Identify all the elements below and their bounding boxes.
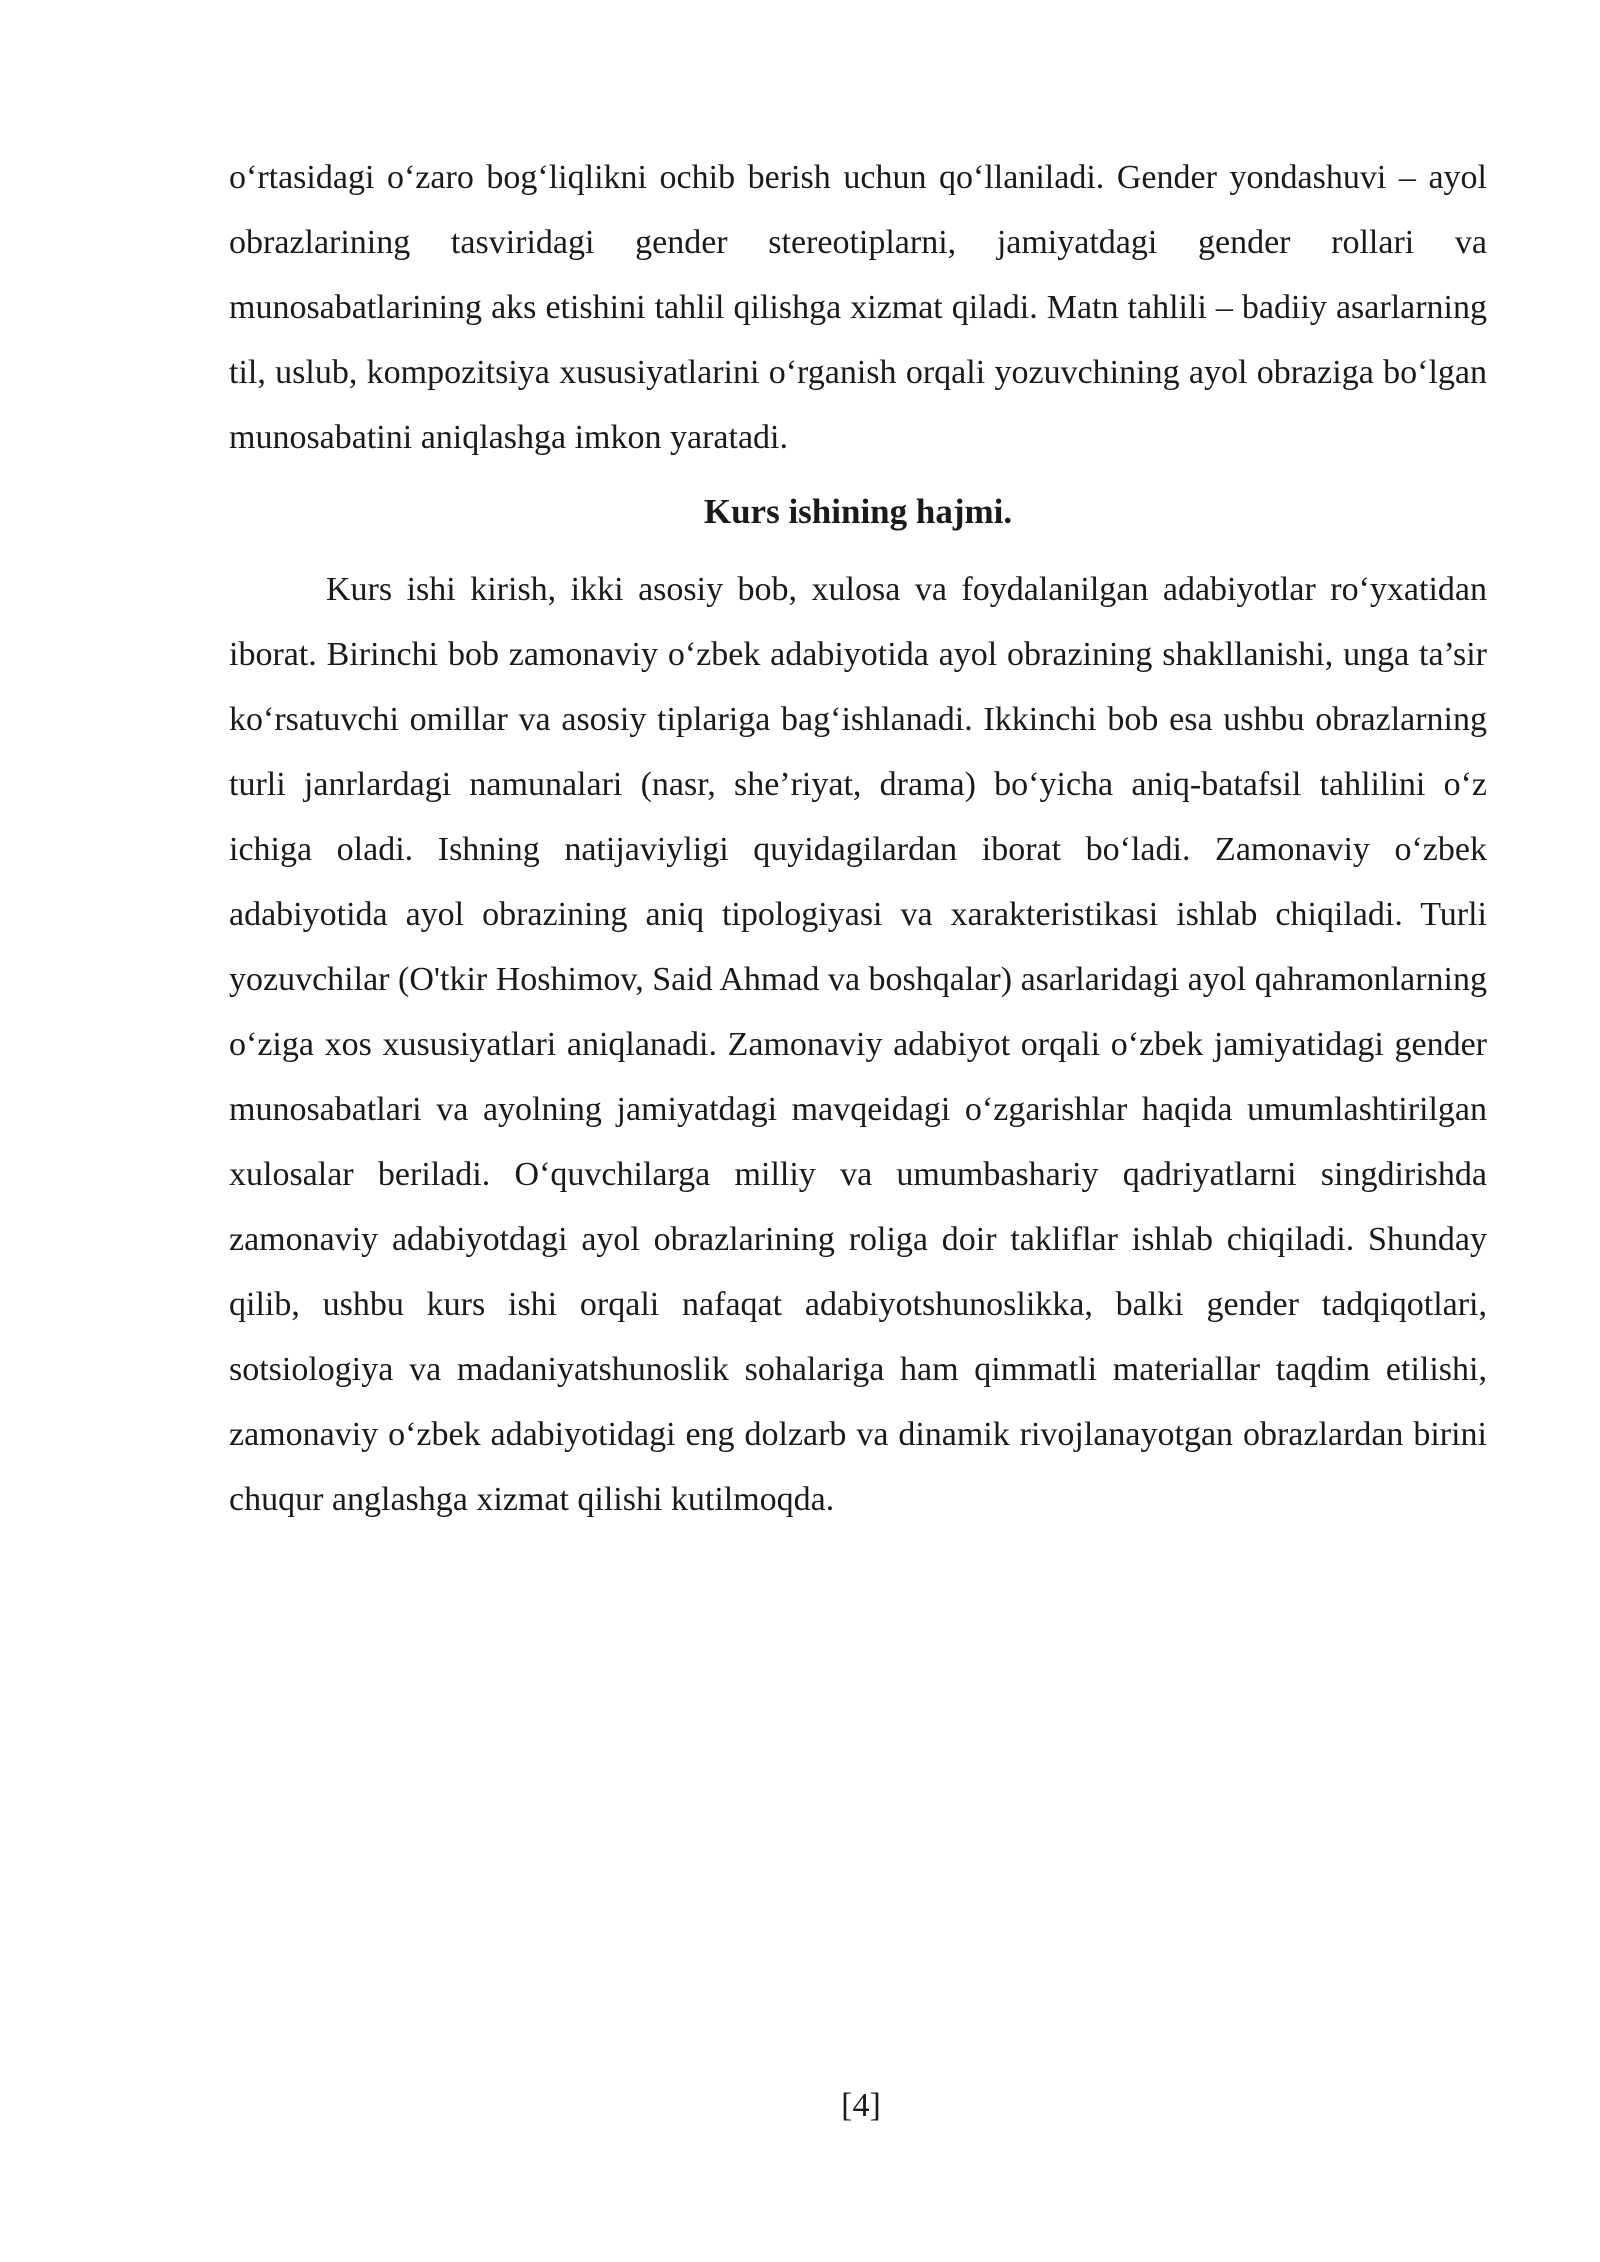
paragraph-methods: o‘rtasidagi o‘zaro bog‘liqlikni ochib berish uchun qo‘llaniladi. Gender yondashuvi – ayol obrazlarining tasviridagi gender stereotiplarni, jamiyatdagi gender rollari va munosabatlarining aks etishini tahlil qilishga xizmat qiladi. Matn tahlili – badiiy asarlarning til, uslub, kompozitsiya xususiyatlarini o‘rganish orqali yozuvchining ayol obraziga bo‘lgan munosabatini aniqlashga imkon yaratadi. xyxy=(229,159,1487,456)
body-text xyxy=(229,145,1487,1532)
section-heading: Kurs ishining hajmi. xyxy=(703,492,1013,531)
paragraph-scope: Kurs ishi kirish, ikki asosiy bob, xulosa va foydalanilgan adabiyotlar ro‘yxatidan iborat. Birinchi bob zamonaviy o‘zbek adabiyotida ayol obrazining shakllanishi, unga ta’sir ko‘rsatuvchi omillar va asosiy tiplariga bag‘ishlanadi. Ikkinchi bob esa ushbu obrazlarning turli janrlardagi namunalari (nasr, she’riyat, drama) bo‘yicha aniq-batafsil tahlilini o‘z ichiga oladi. Ishning natijaviyligi quyidagilardan iborat bo‘ladi. Zamonaviy o‘zbek adabiyotida ayol obrazining aniq tipologiyasi va xarakteristikasi ishlab chiqiladi. Turli yozuvchilar (O'tkir Hoshimov, Said Ahmad va boshqalar) asarlaridagi ayol qahramonlarning o‘ziga xos xususiyatlari aniqlanadi. Zamonaviy adabiyot orqali o‘zbek jamiyatidagi gender munosabatlari va ayolning jamiyatdagi mavqeidagi o‘zgarishlar haqida umumlashtirilgan xulosalar beriladi. O‘quvchilarga milliy va umumbashariy qadriyatlarni singdirishda zamonaviy adabiyotdagi ayol obrazlarining roliga doir takliflar ishlab chiqiladi. Shunday qilib, ushbu kurs ishi orqali nafaqat adabiyotshunoslikka, balki gender tadqiqotlari, sotsiologiya va madaniyatshunoslik sohalariga ham qimmatli materiallar taqdim etilishi, zamonaviy o‘zbek adabiyotidagi eng dolzarb va dinamik rivojlanayotgan obrazlardan birini chuqur anglashga xizmat qilishi kutilmoqda. xyxy=(229,571,1487,1518)
page-number: [4] xyxy=(841,2087,881,2124)
